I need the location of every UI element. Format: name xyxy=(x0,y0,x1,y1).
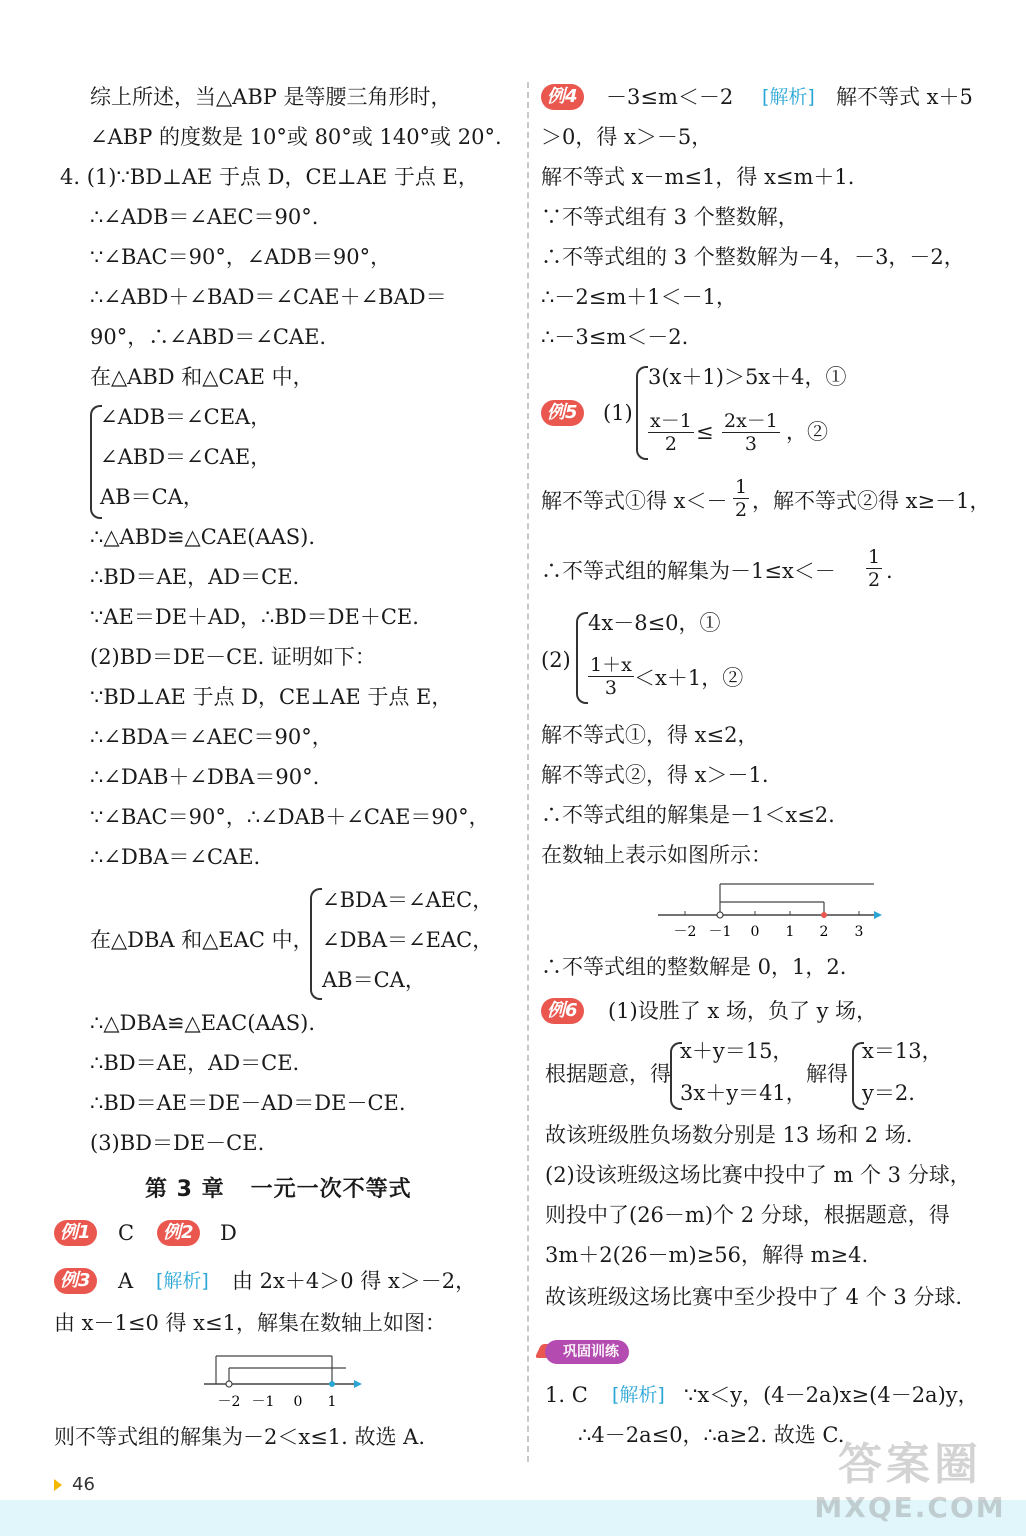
text-line: 解得 xyxy=(806,1062,848,1086)
axis-tick: 2 xyxy=(819,924,829,940)
fraction-denominator: 2 xyxy=(868,569,881,591)
text-line: 90°，∴∠ABD＝∠CAE. xyxy=(90,325,327,349)
practice-section-label: 巩固训练 xyxy=(545,1340,629,1364)
example-answer: C xyxy=(118,1221,135,1245)
text-line: ∴不等式组的解集是－1＜x≤2. xyxy=(541,803,835,827)
number-line-figure xyxy=(652,874,892,940)
text-line: 由 x－1≤0 得 x≤1，解集在数轴上如图： xyxy=(54,1311,446,1335)
fraction-numerator: 2x－1 xyxy=(724,410,778,432)
text-line: ∴－3≤m＜－2. xyxy=(541,325,689,349)
system-row: ＜x＋1，② xyxy=(634,666,744,690)
fraction xyxy=(866,546,882,591)
text-line: . xyxy=(886,559,893,583)
text-line: 则不等式组的解集为－2＜x≤1. 故选 A. xyxy=(54,1425,426,1449)
open-point xyxy=(226,1381,232,1387)
fraction xyxy=(588,654,634,699)
axis-tick: －1 xyxy=(251,1394,275,1410)
system-row: ，② xyxy=(786,420,828,444)
text-line: ＞0，得 x＞－5， xyxy=(541,125,713,149)
axis-tick: －2 xyxy=(673,924,697,940)
text-line: (3)BD＝DE－CE. xyxy=(90,1131,265,1155)
system-symbol: ≤ xyxy=(696,420,714,444)
system-row: 4x－8≤0，① xyxy=(588,611,721,635)
text-line: 由 2x＋4＞0 得 x＞－2， xyxy=(232,1269,477,1293)
text-line: ∴－2≤m＋1＜－1， xyxy=(541,285,737,309)
text-line: ∵BD⊥AE 于点 D，CE⊥AE 于点 E， xyxy=(90,685,453,709)
system-row: ∠ADB＝∠CEA， xyxy=(100,405,272,429)
text-line: 在△ABD 和△CAE 中， xyxy=(90,365,314,389)
text-line: 故该班级这场比赛中至少投中了 4 个 3 分球. xyxy=(545,1285,963,1309)
closed-point xyxy=(821,912,827,918)
fraction-numerator: 1＋x xyxy=(590,654,632,676)
number-line-figure xyxy=(196,1346,376,1410)
text-line: 则投中了(26－m)个 2 分球，根据题意，得 xyxy=(545,1203,950,1227)
text-line: ∴不等式组的整数解是 0，1，2. xyxy=(541,955,847,979)
analysis-label: [解析] xyxy=(156,1270,209,1292)
system-row: x＋y＝15， xyxy=(680,1039,794,1063)
page-marker-icon xyxy=(54,1479,62,1491)
example-tag: 例5 xyxy=(541,400,584,426)
question-number: 1. C xyxy=(545,1383,588,1407)
text-line: ∵∠BAC＝90°，∴∠DAB＋∠CAE＝90°， xyxy=(90,805,490,829)
text-line: 3m＋2(26－m)≥56，解得 m≥4. xyxy=(545,1243,869,1267)
text-line: ∴∠ABD＋∠BAD＝∠CAE＋∠BAD＝ xyxy=(90,285,447,309)
system-brace xyxy=(310,888,322,1000)
text-line: ∴△ABD≌△CAE(AAS). xyxy=(90,525,316,549)
system-brace xyxy=(576,612,588,704)
text-line: 解不等式①，得 x≤2， xyxy=(541,723,759,747)
example-tag: 例4 xyxy=(541,84,584,110)
watermark-url: MXQE.COM xyxy=(814,1491,1006,1524)
text-line: (2)设该班级这场比赛中投中了 m 个 3 分球， xyxy=(545,1163,971,1187)
axis-tick: －1 xyxy=(708,924,732,940)
system-row: 3(x＋1)＞5x＋4，① xyxy=(648,365,847,389)
analysis-label: [解析] xyxy=(612,1384,665,1406)
axis-arrow xyxy=(874,911,882,919)
axis-arrow xyxy=(354,1380,362,1388)
text-line: ∵AE＝DE＋AD，∴BD＝DE＋CE. xyxy=(90,605,419,629)
text-line: (1)设胜了 x 场，负了 y 场， xyxy=(608,999,878,1023)
fraction-numerator: 1 xyxy=(868,546,881,568)
open-point xyxy=(717,912,723,918)
chapter-heading xyxy=(145,1172,412,1203)
text-line: ∴∠DBA＝∠CAE. xyxy=(90,845,261,869)
analysis-label: [解析] xyxy=(762,86,815,108)
watermark-logo xyxy=(810,1438,1010,1532)
example-tag: 例2 xyxy=(157,1220,200,1246)
text-line: 解不等式②，得 x＞－1. xyxy=(541,763,769,787)
text-line: ∵∠BAC＝90°，∠ADB＝90°， xyxy=(90,245,392,269)
system-row: y＝2. xyxy=(862,1081,915,1105)
fraction-numerator: 1 xyxy=(735,476,748,498)
axis-tick: 0 xyxy=(293,1394,303,1410)
axis-tick: 1 xyxy=(785,924,795,940)
system-row: AB＝CA， xyxy=(100,485,204,509)
text-line: ∴∠ADB＝∠AEC＝90°. xyxy=(90,205,319,229)
question-4-start: 4. (1)∵BD⊥AE 于点 D，CE⊥AE 于点 E， xyxy=(60,165,479,189)
text-line: 解不等式①得 x＜－ xyxy=(541,489,728,513)
axis-tick: 3 xyxy=(854,924,864,940)
text-line: 故该班级胜负场数分别是 13 场和 2 场. xyxy=(545,1123,913,1147)
example-tag: 例6 xyxy=(541,998,584,1024)
axis-tick: 1 xyxy=(327,1394,337,1410)
text-line: 解不等式 x－m≤1，得 x≤m＋1. xyxy=(541,165,855,189)
system-row: AB＝CA， xyxy=(322,968,426,992)
system-row: x＝13， xyxy=(862,1039,943,1063)
fraction-denominator: 3 xyxy=(604,677,617,699)
fraction-denominator: 3 xyxy=(744,433,757,455)
text-line: ∴BD＝AE＝DE－AD＝DE－CE. xyxy=(90,1091,406,1115)
text-line: ∴∠BDA＝∠AEC＝90°， xyxy=(90,725,333,749)
fraction-numerator: x－1 xyxy=(650,410,692,432)
part-label: (1) xyxy=(603,401,633,425)
example-answer: －3≤m＜－2 xyxy=(606,85,734,109)
fraction xyxy=(733,476,749,521)
part-label: (2) xyxy=(541,648,571,672)
example-answer: A xyxy=(118,1269,134,1293)
system-lead: 在△DBA 和△EAC 中， xyxy=(90,928,314,952)
system-row: ∠BDA＝∠AEC， xyxy=(322,888,494,912)
text-line: ∴4－2a≤0，∴a≥2. 故选 C. xyxy=(578,1423,845,1447)
chapter-number: 第 3 章 xyxy=(145,1177,225,1202)
text-line: 综上所述，当△ABP 是等腰三角形时， xyxy=(90,85,452,109)
chapter-title: 一元一次不等式 xyxy=(250,1177,412,1202)
watermark-text: 答案圈 xyxy=(838,1439,982,1490)
text-line: ，解不等式②得 x≥－1， xyxy=(752,489,991,513)
column-divider xyxy=(527,82,529,1462)
text-line: 根据题意，得 xyxy=(545,1062,671,1086)
text-line: ∴不等式组的解集为－1≤x＜－ xyxy=(541,559,836,583)
axis-tick: 0 xyxy=(750,924,760,940)
text-line: ∠ABP 的度数是 10°或 80°或 140°或 20°. xyxy=(90,125,502,149)
fraction-denominator: 2 xyxy=(735,499,748,521)
text-line: ∴△DBA≌△EAC(AAS). xyxy=(90,1011,316,1035)
closed-point xyxy=(329,1381,335,1387)
text-line: 在数轴上表示如图所示： xyxy=(541,843,772,867)
system-brace xyxy=(636,366,648,460)
text-line: (2)BD＝DE－CE. 证明如下： xyxy=(90,645,376,669)
text-line: ∴∠DAB＋∠DBA＝90°. xyxy=(90,765,320,789)
example-tag: 例1 xyxy=(54,1220,97,1246)
axis-tick: －2 xyxy=(217,1394,241,1410)
fraction xyxy=(722,410,780,455)
text-line: ∵不等式组有 3 个整数解， xyxy=(541,205,799,229)
system-row: ∠ABD＝∠CAE， xyxy=(100,445,272,469)
fraction-denominator: 2 xyxy=(664,433,677,455)
text-line: ∵x＜y，(4－2a)x≥(4－2a)y， xyxy=(684,1383,979,1407)
example-answer: D xyxy=(220,1221,237,1245)
text-line: ∴BD＝AE，AD＝CE. xyxy=(90,1051,300,1075)
text-line: ∴BD＝AE，AD＝CE. xyxy=(90,565,300,589)
system-row: 3x＋y＝41， xyxy=(680,1081,807,1105)
example-tag: 例3 xyxy=(54,1268,97,1294)
page-number: 46 xyxy=(72,1474,95,1495)
text-line: ∴不等式组的 3 个整数解为－4，－3，－2， xyxy=(541,245,965,269)
fraction xyxy=(648,410,694,455)
text-line: 解不等式 x＋5 xyxy=(836,85,973,109)
system-row: ∠DBA＝∠EAC， xyxy=(322,928,494,952)
